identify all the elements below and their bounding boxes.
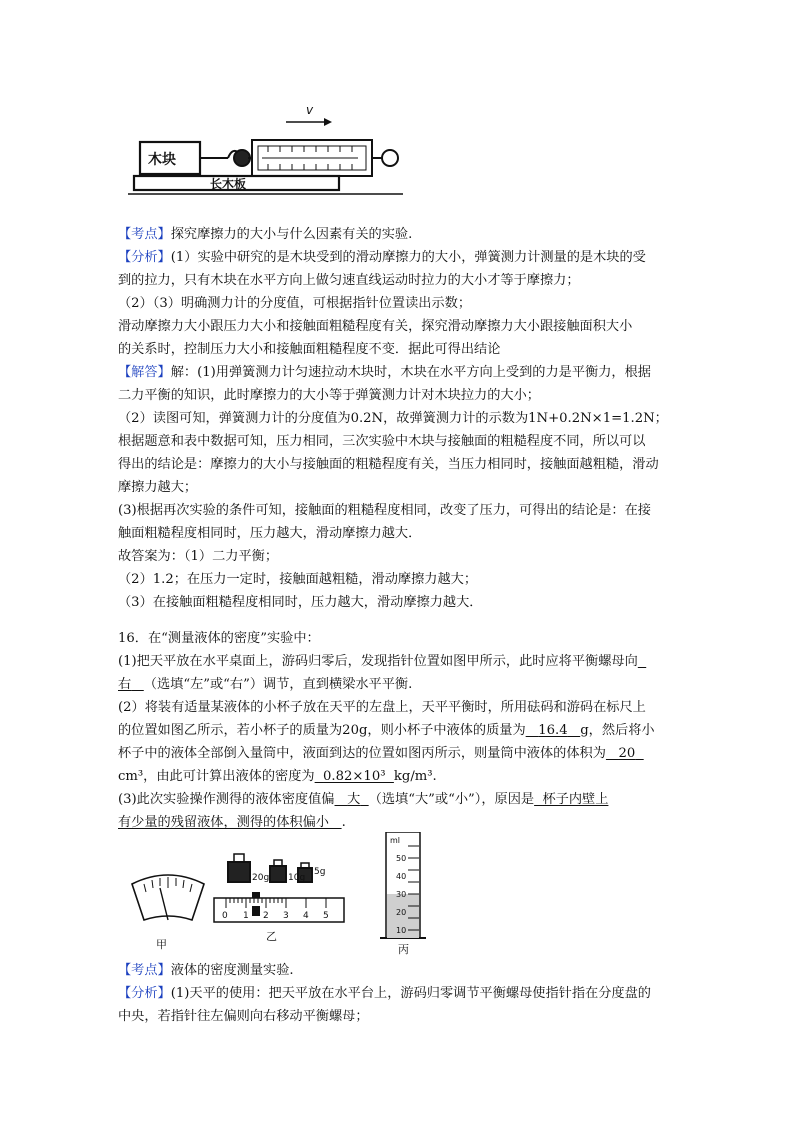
cylinder-tick-label: 50: [396, 854, 407, 863]
ruler-tick-label: 4: [303, 911, 309, 921]
weight-10g-label: 10g: [288, 873, 306, 883]
answer-direction: 右: [118, 677, 132, 692]
answer-density: 0.82×10³: [323, 769, 386, 784]
cylinder-tick-label: 30: [396, 890, 407, 899]
q15-jieda-line: [118, 364, 651, 382]
cylinder-unit-label: ml: [390, 836, 401, 845]
cylinder-tick-label: 20: [396, 908, 407, 917]
jieda-text: (3)根据再次实验的条件可知，接触面的粗糙程度相同，改变了压力，可得出的结论是：在接: [118, 503, 651, 518]
jieda-text: 根据题意和表中数据可知，压力相同，三次实验中木块与接触面的粗糙程度不同，所以可以: [118, 434, 646, 449]
ruler-tick-label: 5: [323, 911, 329, 921]
fenxi-text: 的关系时，控制压力大小和接触面粗糙程度不变．据此可得出结论: [118, 342, 501, 357]
q15-kaodian-line: [118, 226, 412, 244]
jieda-text: 二力平衡的知识，此时摩擦力的大小等于弹簧测力计对木块拉力的大小；: [118, 388, 540, 403]
q15-fenxi-line: [118, 249, 646, 267]
q16-part1-text: [118, 653, 646, 671]
jieda-text: （2）1.2；在压力一定时，接触面越粗糙，滑动摩擦力越大；: [118, 572, 478, 587]
board-label: 长木板: [210, 177, 247, 191]
kaodian-text: 液体的密度测量实验.: [170, 963, 294, 978]
q16-part3-a: [118, 791, 608, 809]
kaodian-tag: 【考点】: [118, 963, 171, 978]
q16-p2-d: cm³，由此可计算出液体的密度为: [118, 769, 315, 784]
answer-volume: 20: [618, 746, 636, 761]
q16-p3-end: .: [341, 815, 346, 830]
q16-part2-d: [118, 768, 437, 786]
jieda-text: （2）读图可知，弹簧测力计的分度值为0.2N，故弹簧测力计的示数为1N+0.2N×1=1.2N；: [118, 411, 668, 426]
jieda-text: 得出的结论是：摩擦力的大小与接触面的粗糙程度有关，当压力相同时，接触面越粗糙，滑动: [118, 457, 659, 472]
figure-label-bing: 丙: [398, 943, 409, 956]
q16-p2-b-end: g，然后将小: [580, 723, 655, 738]
fenxi-text: 中央，若指针往左偏则向右移动平衡螺母；: [118, 1009, 369, 1024]
q16-kaodian-line: [118, 962, 294, 980]
q16-title: 16．在“测量液体的密度”实验中：: [118, 631, 320, 646]
jieda-text: 摩擦力越大；: [118, 480, 198, 495]
answer-reason-1: 杯子内壁上: [542, 792, 609, 807]
cylinder-tick-label: 40: [396, 872, 407, 881]
q16-p1-a: (1)把天平放在水平桌面上，游码归零后，发现指针位置如图甲所示，此时应将平衡螺母向: [118, 654, 638, 669]
q16-part3-b: [118, 814, 346, 832]
jieda-text: 解：(1)用弹簧测力计匀速拉动木块时，木块在水平方向上受到的力是平衡力，根据: [170, 365, 651, 380]
jieda-text: 触面粗糙程度相同时，压力越大，滑动摩擦力越大．: [118, 526, 422, 541]
q16-part1-cont: [118, 676, 412, 694]
fenxi-text: 滑动摩擦力大小跟压力大小和接触面粗糙程度有关，探究滑动摩擦力大小跟接触面积大小: [118, 319, 633, 334]
q16-p2-b: 的位置如图乙所示，若小杯子的质量为20g，则小杯子中液体的质量为: [118, 723, 526, 738]
fenxi-text: （2）（3）明确测力计的分度值，可根据指针位置读出示数；: [118, 296, 472, 311]
ruler-tick-label: 2: [263, 911, 269, 921]
friction-experiment-figure: [128, 100, 403, 200]
weight-20g-label: 20g: [252, 873, 270, 883]
answer-bias: 大: [347, 792, 361, 807]
jieda-tag: 【解答】: [118, 365, 171, 380]
ruler-tick-label: 3: [283, 911, 289, 921]
ruler-tick-label: 0: [222, 911, 228, 921]
q16-part2-c: [118, 745, 644, 763]
q16-p3-mid: （选填“大”或“小”），原因是: [368, 792, 535, 807]
fenxi-text: (1）实验中研究的是木块受到的滑动摩擦力的大小，弹簧测力计测量的是木块的受: [170, 250, 646, 265]
fenxi-text: 到的拉力，只有木块在水平方向上做匀速直线运动时拉力的大小才等于摩擦力；: [118, 273, 580, 288]
q16-p3-a: (3)此次实验操作测得的液体密度值偏: [118, 792, 335, 807]
velocity-label: v: [306, 103, 314, 117]
fenxi-tag: 【分析】: [118, 250, 171, 265]
fenxi-tag: 【分析】: [118, 986, 171, 1001]
fenxi-text: (1)天平的使用：把天平放在水平台上，游码归零调节平衡螺母使指针指在分度盘的: [170, 986, 651, 1001]
figure-label-yi: 乙: [266, 930, 277, 943]
kaodian-tag: 【考点】: [118, 227, 171, 242]
q16-p2-d-end: kg/m³.: [393, 769, 437, 784]
density-experiment-figure: [118, 832, 588, 957]
answer-mass: 16.4: [538, 723, 568, 738]
jieda-text: （3）在接触面粗糙程度相同时，压力越大，滑动摩擦力越大．: [118, 595, 483, 610]
answer-reason-2: 有少量的残留液体，测得的体积偏小: [118, 815, 329, 830]
q16-part2-b: [118, 722, 655, 740]
block-label: 木块: [148, 152, 176, 168]
cylinder-tick-label: 10: [396, 926, 407, 935]
figure-label-jia: 甲: [156, 938, 167, 951]
ruler-tick-label: 1: [243, 911, 249, 921]
q16-p1-c: （选填“左”或“右”）调节，直到横梁水平平衡.: [143, 677, 413, 692]
q16-p2-a: (2）将装有适量某液体的小杯子放在天平的左盘上，天平平衡时，所用砝码和游码在标尺上: [118, 700, 646, 715]
q16-p2-c: 杯子中的液体全部倒入量筒中，液面到达的位置如图丙所示，则量筒中液体的体积为: [118, 746, 606, 761]
jieda-text: 故答案为：（1）二力平衡；: [118, 549, 279, 564]
weight-5g-label: 5g: [314, 867, 326, 877]
kaodian-text: 探究摩擦力的大小与什么因素有关的实验.: [170, 227, 413, 242]
q16-fenxi-line: [118, 985, 651, 1003]
